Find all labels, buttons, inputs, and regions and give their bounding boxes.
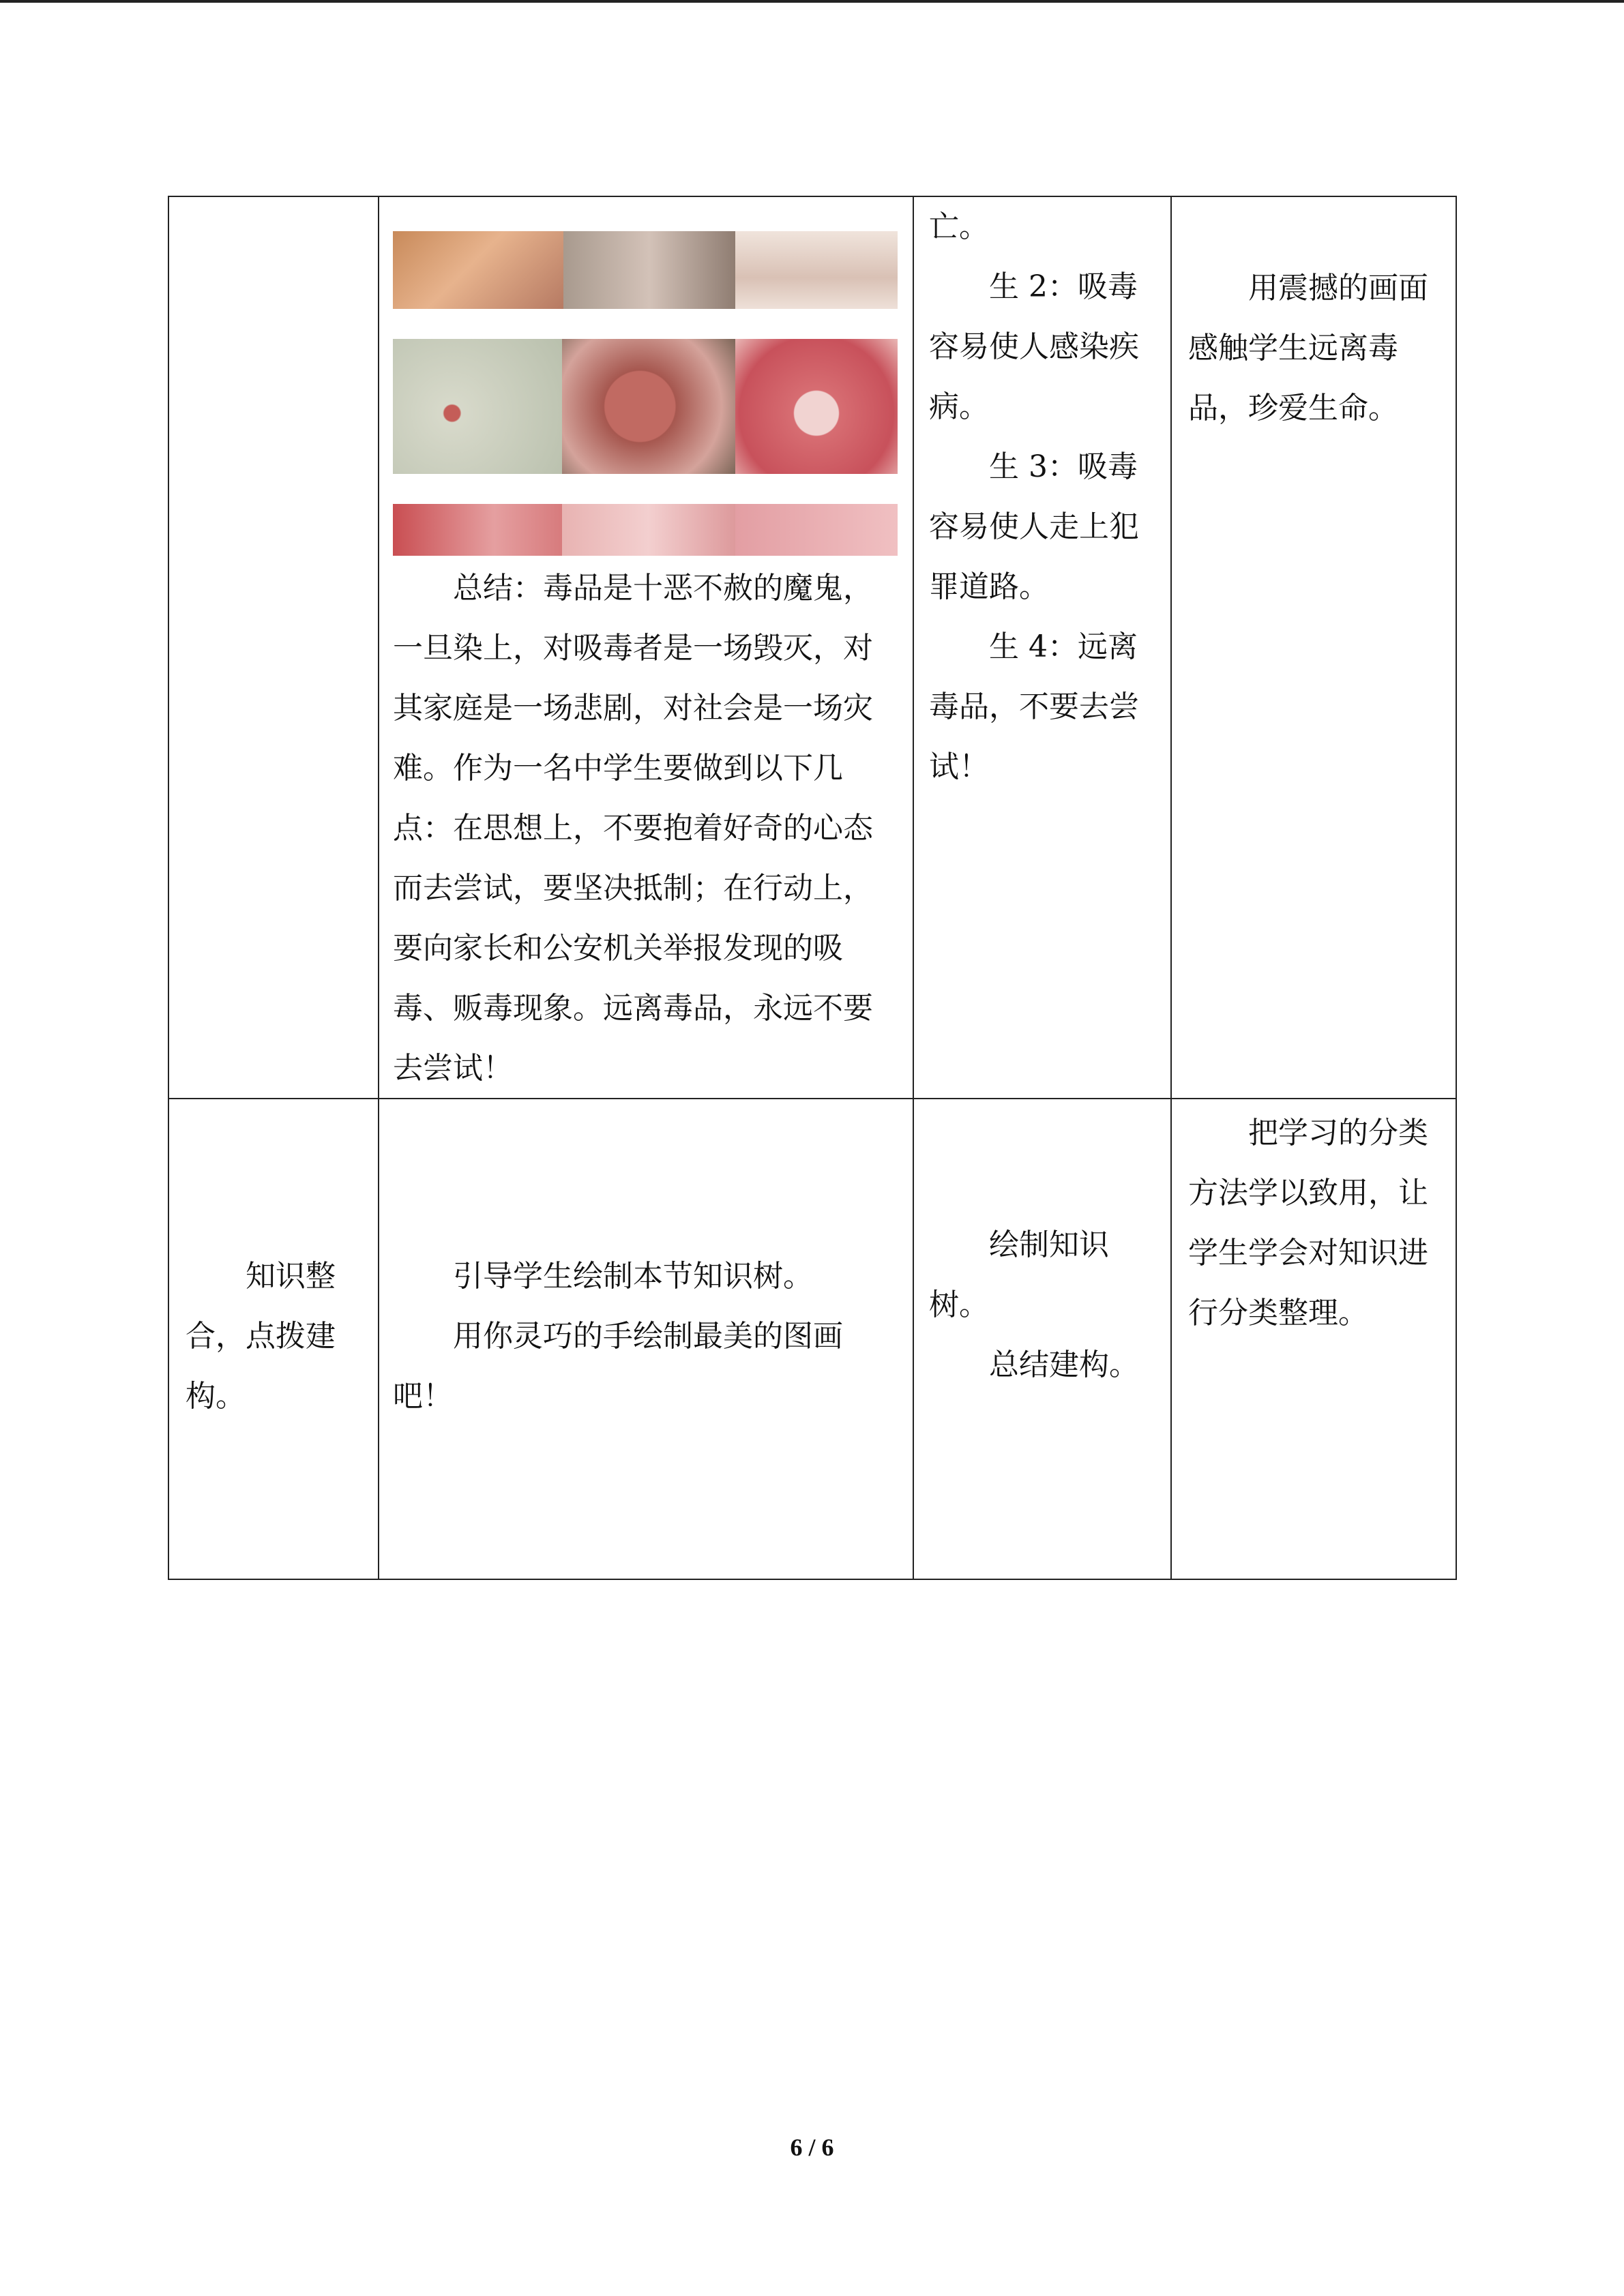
photo-arm — [393, 231, 563, 309]
photo-hands — [563, 231, 735, 309]
student-activity-cell — [914, 1099, 1170, 1580]
page-number: 6 / 6 — [790, 2134, 834, 2161]
photo-fingers — [735, 339, 898, 474]
photo-strip-middle — [393, 339, 898, 474]
teacher-activity-cell — [379, 197, 913, 1098]
student-activity-cell — [914, 197, 1170, 1098]
student-line: 生 4：远离毒品，不要去尝试！ — [929, 629, 1139, 784]
student-line: 绘制知识树。 — [929, 1227, 1109, 1322]
student-line: 生 2：吸毒容易使人感染疾病。 — [929, 269, 1139, 424]
summary-paragraph: 总结：毒品是十恶不赦的魔鬼，一旦染上，对吸毒者是一场毁灭，对其家庭是一场悲剧，对社会是一场灾难。作为一名中学生要做到以下几点：在思想上，不要抱着好奇的心态而去尝试，要坚决抵制；在行动上，要向家长和公安机关举报发现的吸毒、贩毒现象。远离毒品，永远不要去尝试！ — [393, 571, 873, 1086]
intent-text: 把学习的分类方法学以致用，让学生学会对知识进行分类整理。 — [1188, 1116, 1428, 1330]
page-top-border — [0, 0, 1624, 3]
stage-cell — [169, 197, 378, 1098]
design-intent-cell — [1172, 197, 1457, 1098]
photo-skin-1 — [393, 504, 562, 556]
stage-cell — [169, 1099, 378, 1580]
student-line: 亡。 — [929, 209, 989, 244]
student-line: 总结建构。 — [989, 1347, 1139, 1382]
teacher-line: 用你灵巧的手绘制最美的图画吧！ — [393, 1319, 843, 1414]
photo-skin-2 — [562, 504, 735, 556]
photo-strip-bottom — [393, 504, 898, 556]
student-line: 生 3：吸毒容易使人走上犯罪道路。 — [929, 449, 1139, 604]
stage-text: 知识整合，点拨建构。 — [186, 1259, 336, 1414]
intent-text: 用震撼的画面感触学生远离毒品，珍爱生命。 — [1188, 271, 1428, 426]
photo-strip-top — [393, 231, 898, 309]
photo-teeth — [735, 231, 898, 309]
photo-skin-3 — [735, 504, 898, 556]
drug-harm-photos — [393, 231, 898, 556]
photo-face-sores — [562, 339, 735, 474]
design-intent-cell — [1172, 1099, 1457, 1580]
photo-finger-wound — [393, 339, 562, 474]
teacher-line: 引导学生绘制本节知识树。 — [453, 1259, 813, 1294]
teacher-activity-cell — [379, 1099, 913, 1580]
lesson-plan-table — [168, 196, 1457, 1580]
